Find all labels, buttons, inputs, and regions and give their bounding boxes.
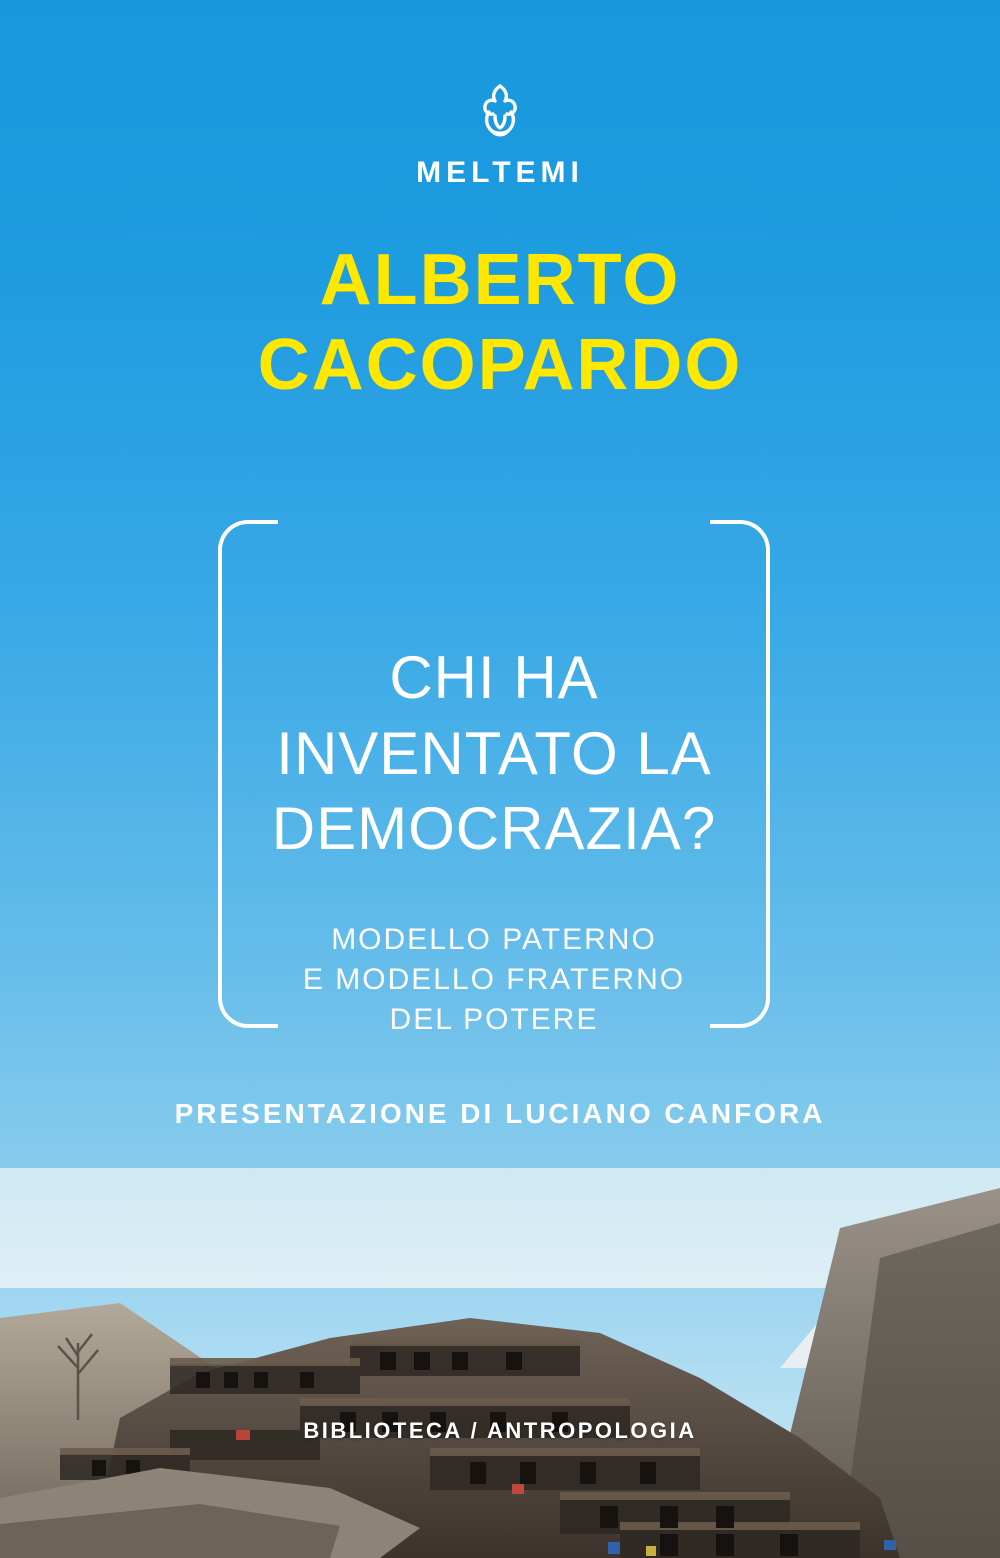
title-line-1: CHI HA bbox=[389, 644, 599, 711]
series-label: BIBLIOTECA / ANTROPOLOGIA bbox=[303, 1418, 697, 1443]
subtitle-line-3: DEL POTERE bbox=[389, 1002, 599, 1036]
author-line-1: ALBERTO bbox=[319, 240, 681, 320]
title-line-3: DEMOCRAZIA? bbox=[271, 795, 717, 863]
publisher-name: MELTEMI bbox=[416, 156, 584, 189]
author-line-2: CACOPARDO bbox=[257, 324, 743, 405]
presenter-credit: PRESENTAZIONE DI LUCIANO CANFORA bbox=[174, 1098, 826, 1129]
book-subtitle bbox=[218, 920, 770, 1040]
publisher-logo bbox=[0, 78, 1000, 190]
subtitle-line-1: MODELLO PATERNO bbox=[331, 923, 657, 956]
author-name bbox=[0, 238, 1000, 408]
title-line-2: INVENTATO LA bbox=[276, 719, 712, 787]
title-frame bbox=[218, 520, 770, 1036]
cover-photograph bbox=[0, 1168, 1000, 1558]
book-title bbox=[218, 640, 770, 867]
subtitle-line-2: E MODELLO FRATERNO bbox=[302, 962, 686, 996]
meltemi-crest-icon bbox=[465, 78, 535, 148]
